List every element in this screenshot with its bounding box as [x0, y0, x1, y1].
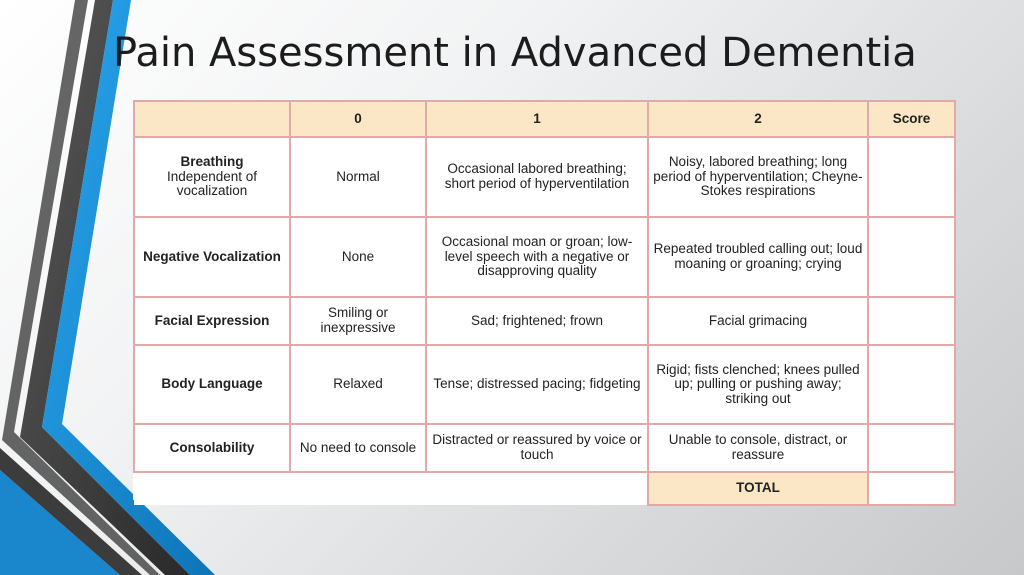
- cell-score-0: Normal: [290, 137, 426, 217]
- item-breathing: [134, 137, 290, 217]
- cell-score-1: Tense; distressed pacing; fidgeting: [426, 345, 648, 424]
- table-row: [134, 137, 955, 217]
- item-consolability: Consolability: [134, 424, 290, 472]
- cell-score-2: Unable to console, distract, or reassure: [648, 424, 868, 472]
- pain-assessment-table-container: [133, 100, 954, 500]
- header-score-1: 1: [426, 101, 648, 137]
- item-body-language: Body Language: [134, 345, 290, 424]
- table-row: [134, 217, 955, 297]
- total-label: TOTAL: [648, 472, 868, 505]
- total-row: [134, 472, 955, 505]
- cell-score-1: Sad; frightened; frown: [426, 297, 648, 345]
- header-row: [134, 101, 955, 137]
- header-score: Score: [868, 101, 955, 137]
- item-negative-vocalization: Negative Vocalization: [134, 217, 290, 297]
- cell-score-2: Facial grimacing: [648, 297, 868, 345]
- header-score-0: 0: [290, 101, 426, 137]
- cell-score-0: No need to console: [290, 424, 426, 472]
- item-breathing-sub: Independent of vocalization: [166, 168, 258, 199]
- cell-score-1: Occasional labored breathing; short period of hyperventilation: [426, 137, 648, 217]
- cell-score-1: Distracted or reassured by voice or touch: [426, 424, 648, 472]
- cell-score-2: Repeated troubled calling out; loud moaning or groaning; crying: [648, 217, 868, 297]
- total-row-spacer: [134, 472, 648, 505]
- cell-score-entry: [868, 137, 955, 217]
- cell-score-entry: [868, 297, 955, 345]
- total-score: [868, 472, 955, 505]
- cell-score-entry: [868, 424, 955, 472]
- cell-score-2: Rigid; fists clenched; knees pulled up; pulling or pushing away; striking out: [648, 345, 868, 424]
- cell-score-entry: [868, 345, 955, 424]
- item-facial-expression: Facial Expression: [134, 297, 290, 345]
- header-score-2: 2: [648, 101, 868, 137]
- cell-score-0: Smiling or inexpressive: [290, 297, 426, 345]
- pain-assessment-table: [133, 100, 956, 506]
- item-breathing-main: Breathing: [180, 154, 244, 170]
- cell-score-2: Noisy, labored breathing; long period of hyperventilation; Cheyne-Stokes respirations: [648, 137, 868, 217]
- table-row: [134, 345, 955, 424]
- slide-title: Pain Assessment in Advanced Dementia: [113, 30, 917, 76]
- header-item: [134, 101, 290, 137]
- table-row: [134, 297, 955, 345]
- cell-score-0: None: [290, 217, 426, 297]
- cell-score-entry: [868, 217, 955, 297]
- cell-score-0: Relaxed: [290, 345, 426, 424]
- cell-score-1: Occasional moan or groan; low-level speech with a negative or disapproving quality: [426, 217, 648, 297]
- table-row: [134, 424, 955, 472]
